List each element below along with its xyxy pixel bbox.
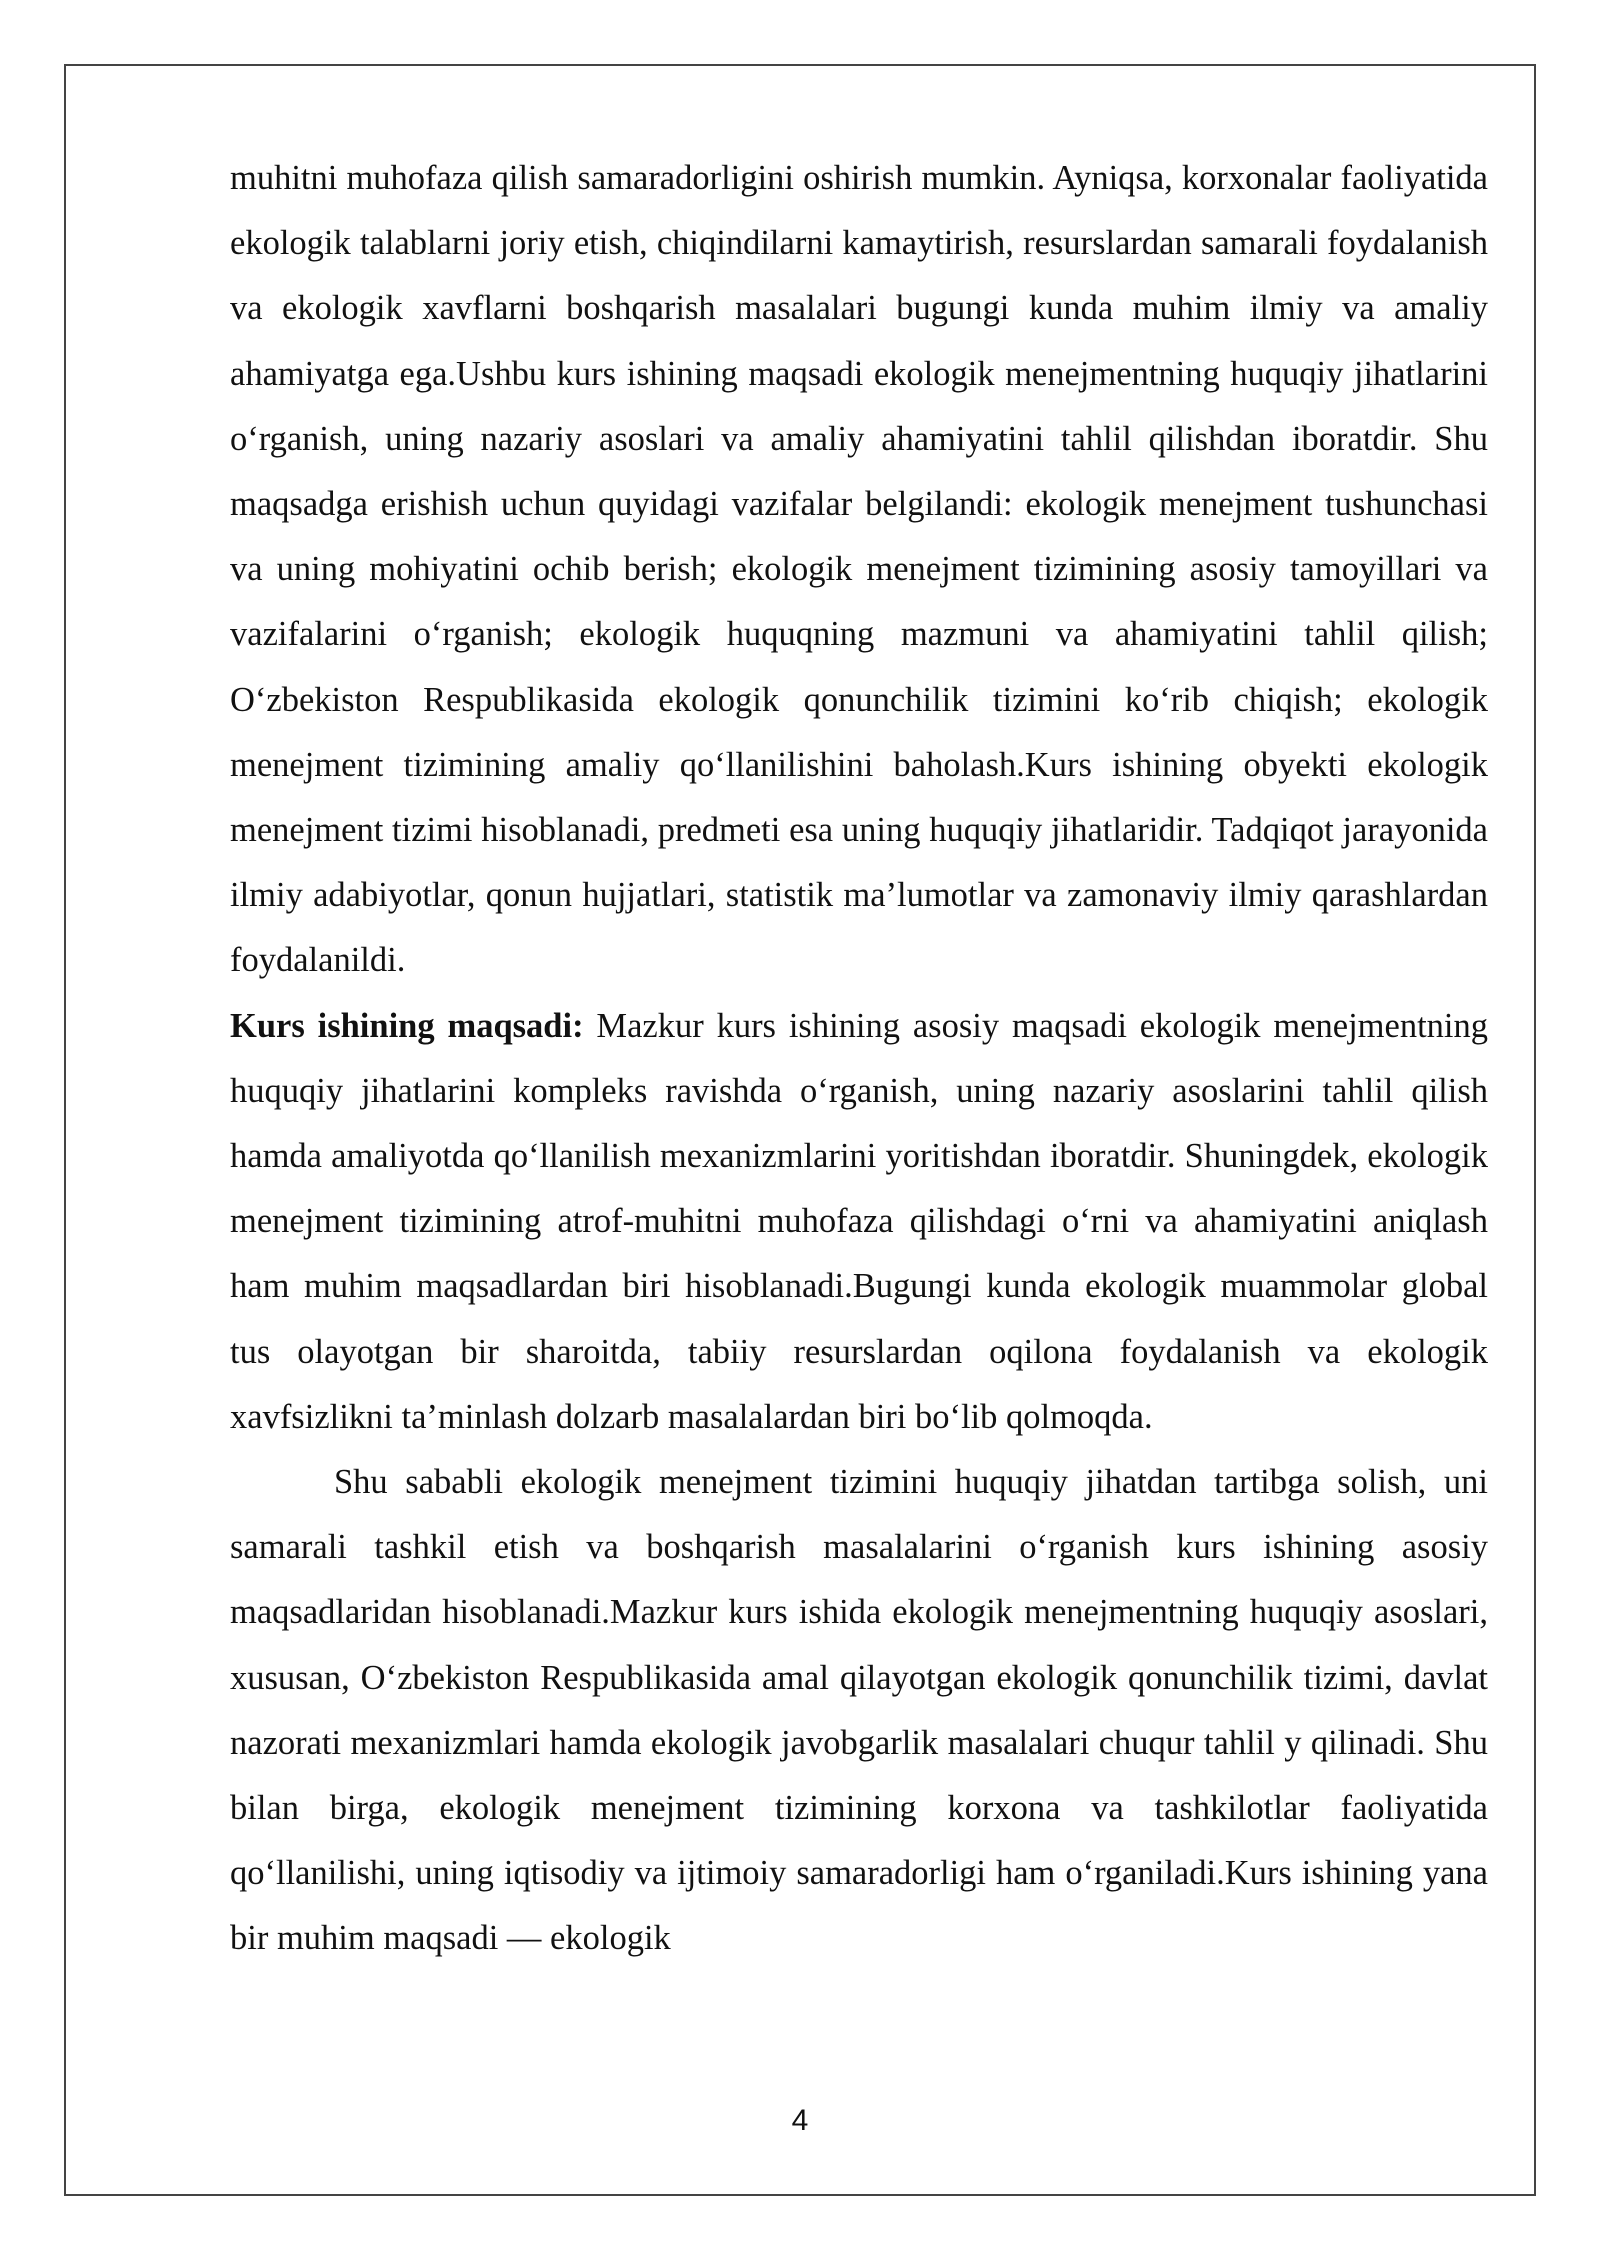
page-number: 4: [791, 2104, 809, 2137]
goal-text: Mazkur kurs ishining asosiy maqsadi ekologik menejmentning huquqiy jihatlarini kompleks ravishda o‘rganish, uning nazariy asoslarini tahlil qilish hamda amaliyotda qo‘llanilish mexanizmlarini yoritishdan iboratdir. Shuningdek, ekologik menejment tizimining atrof-muhitni muhofaza qilishdagi o‘rni va ahamiyatini aniqlash ham muhim maqsadlardan biri hisoblanadi.Bugungi kunda ekologik muammolar global tus olayotgan bir sharoitda, tabiiy resurslardan oqilona foydalanish va ekologik xavfsizlikni ta’minlash dolzarb masalalardan biri bo‘lib qolmoqda.: [230, 1006, 1488, 1436]
paragraph-goal: [230, 994, 1488, 1450]
paragraph-intro: muhitni muhofaza qilish samaradorligini oshirish mumkin. Ayniqsa, korxonalar faoliyatida ekologik talablarni joriy etish, chiqindilarni kamaytirish, resurslardan samarali foydalanish va ekologik xavflarni boshqarish masalalari bugungi kunda muhim ilmiy va amaliy ahamiyatga ega.Ushbu kurs ishining maqsadi ekologik menejmentning huquqiy jihatlarini o‘rganish, uning nazariy asoslari va amaliy ahamiyatini tahlil qilishdan iboratdir. Shu maqsadga erishish uchun quyidagi vazifalar belgilandi: ekologik menejment tushunchasi va uning mohiyatini ochib berish; ekologik menejment tizimining asosiy tamoyillari va vazifalarini o‘rganish; ekologik huquqning mazmuni va ahamiyatini tahlil qilish; O‘zbekiston Respublikasida ekologik qonunchilik tizimini ko‘rib chiqish; ekologik menejment tizimining amaliy qo‘llanilishini baholash.Kurs ishining obyekti ekologik menejment tizimi hisoblanadi, predmeti esa uning huquqiy jihatlaridir. Tadqiqot jarayonida ilmiy adabiyotlar, qonun hujjatlari, statistik ma’lumotlar va zamonaviy ilmiy qarashlardan foydalanildi.: [230, 159, 1488, 980]
paragraph-continuation: Shu sababli ekologik menejment tizimini huquqiy jihatdan tartibga solish, uni samarali tashkil etish va boshqarish masalalarini o‘rganish kurs ishining asosiy maqsadlaridan hisoblanadi.Mazkur kurs ishida ekologik menejmentning huquqiy asoslari, xususan, O‘zbekiston Respublikasida amal qilayotgan ekologik qonunchilik tizimi, davlat nazorati mexanizmlari hamda ekologik javobgarlik masalalari chuqur tahlil y qilinadi. Shu bilan birga, ekologik menejment tizimining korxona va tashkilotlar faoliyatida qo‘llanilishi, uning iqtisodiy va ijtimoiy samaradorligi ham o‘rganiladi.Kurs ishining yana bir muhim maqsadi — ekologik: [230, 1463, 1488, 1958]
document-body: [230, 146, 1488, 1972]
goal-heading: Kurs ishining maqsadi:: [230, 1006, 584, 1045]
